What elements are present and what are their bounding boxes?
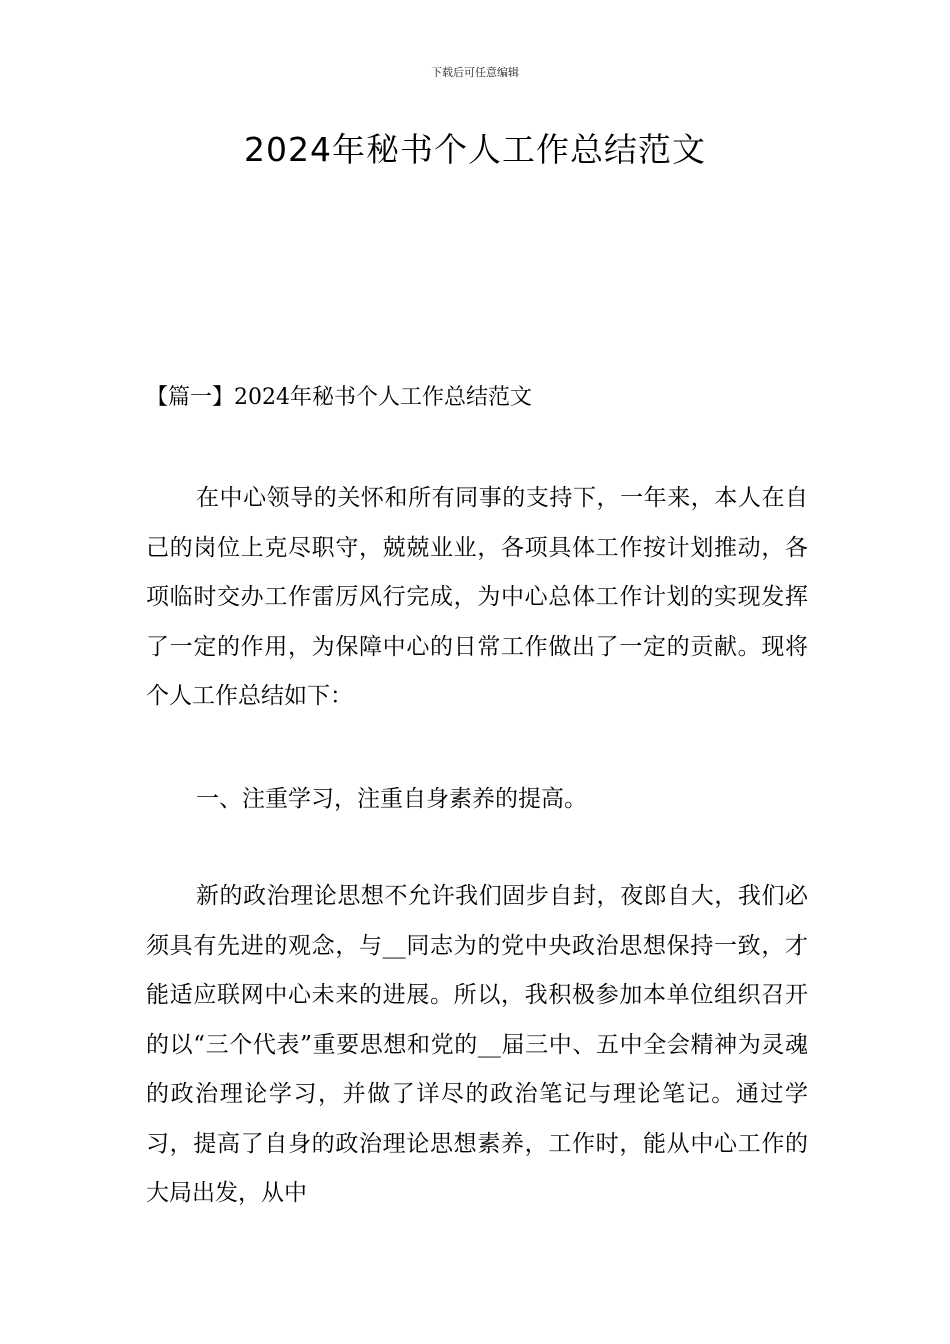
paragraph-study: 新的政治理论思想不允许我们固步自封，夜郎自大，我们必须具有先进的观念，与__同志为的党中央政治思想保持一致，才能适应联网中心未来的进展。所以，我积极参加本单位组织召开的以“三个代表”重要思想和党的__届三中、五中全会精神为灵魂的政治理论学习，并做了详尽的政治笔记与理论笔记。通过学习，提高了自身的政治理论思想素养，工作时，能从中心工作的大局出发，从中 (146, 883, 808, 1206)
header-note: 下载后可任意编辑 (431, 66, 519, 79)
document-title: 2024年秘书个人工作总结范文 (244, 130, 706, 169)
paragraph-heading-one: 一、注重学习，注重自身素养的提高。 (196, 786, 587, 812)
section-label: 【篇一】2024年秘书个人工作总结范文 (146, 385, 532, 410)
paragraph-intro: 在中心领导的关怀和所有同事的支持下，一年来，本人在自己的岗位上克尽职守，兢兢业业，各项具体工作按计划推动，各项临时交办工作雷厉风行完成，为中心总体工作计划的实现发挥了一定的作用，为保障中心的日常工作做出了一定的贡献。现将个人工作总结如下： (146, 485, 808, 709)
